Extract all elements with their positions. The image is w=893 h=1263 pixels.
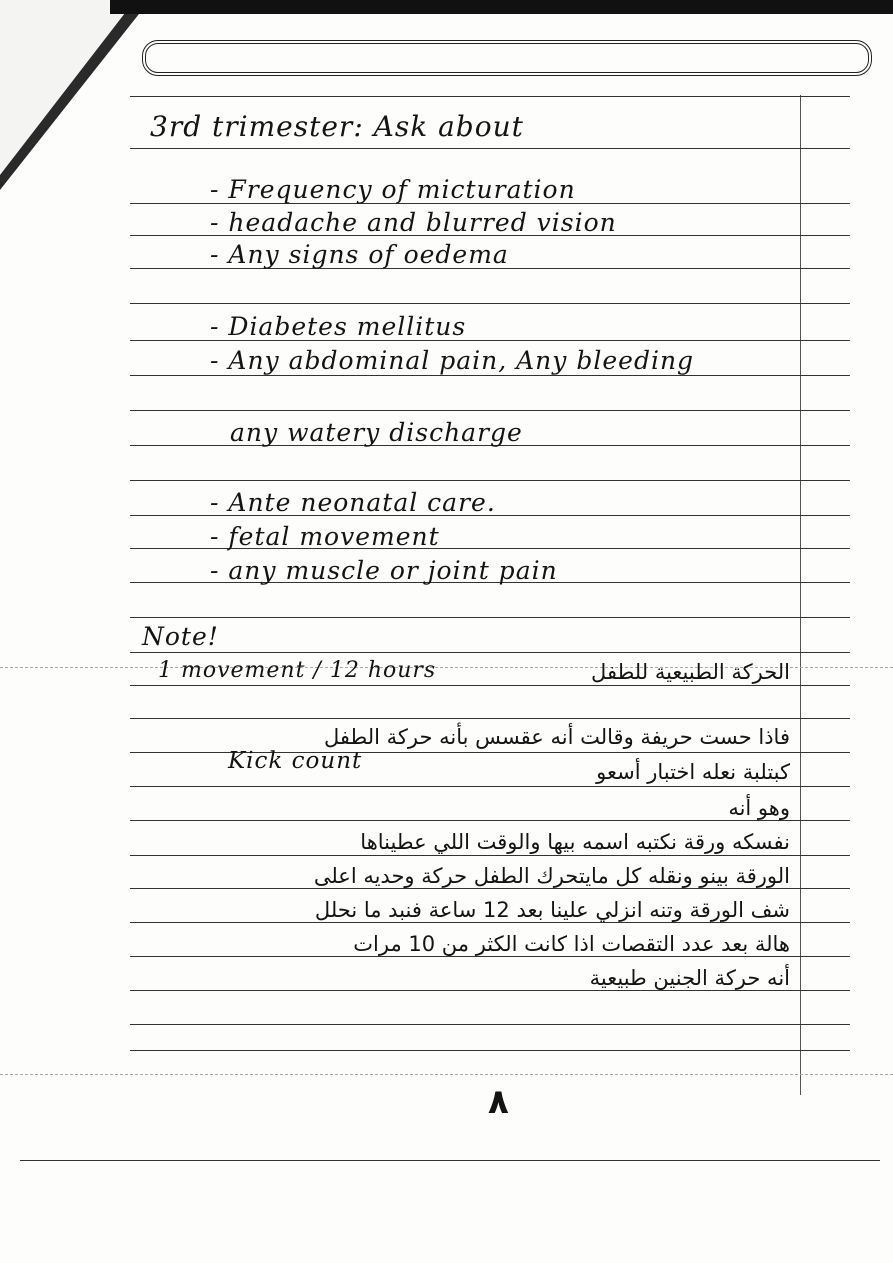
arabic-line: هالة بعد عدد التقصات اذا كانت الكثر من 10 مرات (353, 932, 790, 956)
dashed-line (0, 1074, 893, 1075)
arabic-line: وهو أنه (728, 796, 790, 820)
ruled-line (130, 922, 850, 923)
ruled-line (130, 718, 850, 719)
curled-corner (0, 0, 135, 175)
list-item: - Diabetes mellitus (210, 312, 467, 341)
list-item: - fetal movement (210, 522, 440, 551)
ruled-line (130, 480, 850, 481)
ruled-line (130, 1024, 850, 1025)
list-item: any watery discharge (230, 418, 523, 447)
list-item: - Any abdominal pain, Any bleeding (210, 346, 695, 375)
ruled-line (130, 148, 850, 149)
bottom-rule (20, 1160, 880, 1161)
list-item: - Any signs of oedema (210, 240, 509, 269)
ruled-line (130, 303, 850, 304)
ruled-line (130, 786, 850, 787)
ruled-line (130, 888, 850, 889)
top-edge-shadow (110, 0, 893, 14)
ruled-line (130, 652, 850, 653)
note-movement-arabic: الحركة الطبيعية للطفل (591, 660, 790, 684)
arabic-line: فاذا حست حريفة وقالت أنه عقسس بأنه حركة الطفل (323, 725, 790, 749)
heading: 3rd trimester: Ask about (150, 110, 524, 143)
header-frame (142, 40, 872, 76)
ruled-line (130, 96, 850, 97)
note-label: Note! (142, 622, 219, 651)
ruled-line (130, 956, 850, 957)
ruled-line (130, 375, 850, 376)
kick-count: Kick count (228, 748, 363, 774)
arabic-line: أنه حركة الجنين طبيعية (589, 966, 790, 990)
ruled-line (130, 617, 850, 618)
arabic-line: شف الورقة وتنه انزلي علينا بعد 12 ساعة فنبد ما نحلل (314, 898, 790, 922)
ruled-line (130, 855, 850, 856)
list-item: - headache and blurred vision (210, 208, 617, 237)
arabic-line: نفسكه ورقة نكتبه اسمه بيها والوقت اللي عطيناها (360, 830, 790, 854)
ruled-line (130, 990, 850, 991)
list-item: - Frequency of micturation (210, 175, 576, 204)
ruled-line (130, 1050, 850, 1051)
ruled-line (130, 410, 850, 411)
page-number: ٨ (488, 1082, 509, 1122)
arabic-line: كبتلبة نعله اختبار أسعو (596, 760, 790, 784)
arabic-line: الورقة بينو ونقله كل مايتحرك الطفل حركة وحديه اعلى (313, 864, 790, 888)
margin-line (800, 95, 801, 1095)
list-item: - any muscle or joint pain (210, 556, 558, 585)
ruled-line (130, 820, 850, 821)
note-movement: 1 movement / 12 hours (158, 658, 437, 683)
ruled-line (130, 685, 850, 686)
list-item: - Ante neonatal care. (210, 488, 496, 517)
